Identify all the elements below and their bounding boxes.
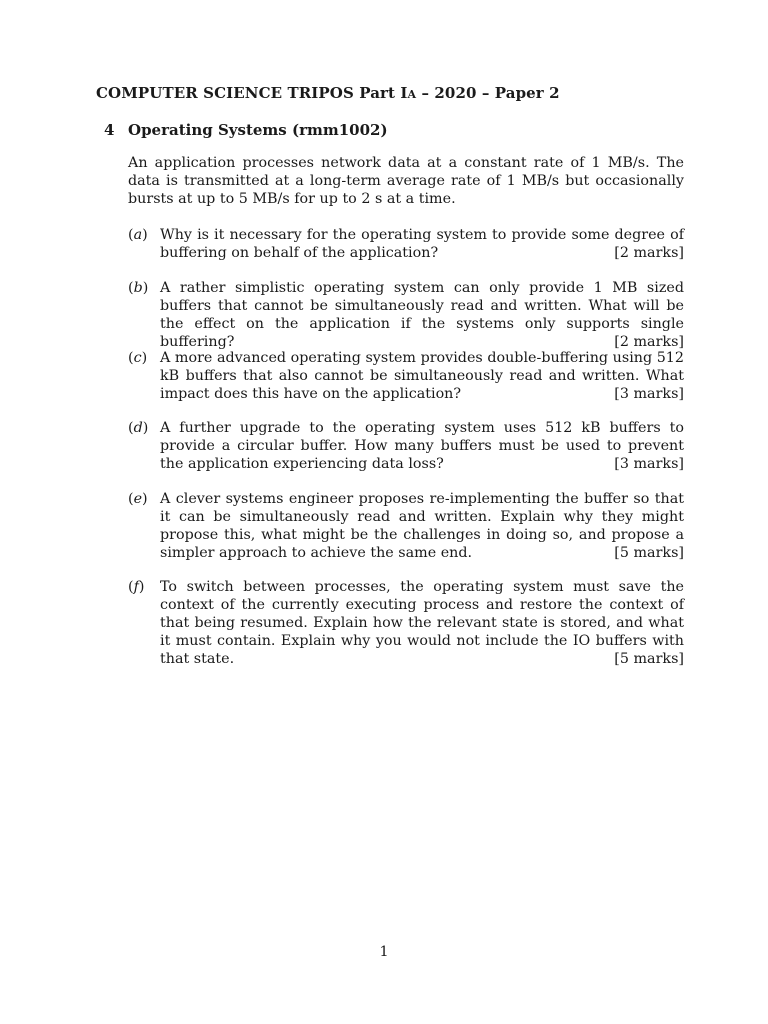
page-number: 1 [379,944,389,960]
part-label: (e) [128,491,148,507]
part-label: (f) [128,579,145,595]
part-text: Why is it necessary for the operating system to provide some degree of buffering on behalf of the application? [160,227,684,261]
part-text: A further upgrade to the operating system uses 512 kB buffers to provide a circular buffer. How many buffers must be used to prevent the application experiencing data loss? [160,420,684,472]
part-body [160,349,684,403]
part-e [128,490,684,562]
header-suffix: – 2020 – Paper 2 [416,84,560,102]
page-header [96,84,560,102]
part-text: To switch between processes, the operating system must save the context of the currently executing process and restore the context of that being resumed. Explain how the relevant state is stored, and what it must contain. Explain why you would not include the IO buffers with that state. [160,579,684,667]
part-letter: b [133,280,143,296]
part-body [160,490,684,562]
part-body [160,578,684,668]
part-marks: [2 marks] [614,334,684,350]
part-label: (c) [128,350,148,366]
part-letter: c [133,350,142,366]
part-d [128,419,684,473]
part-letter: d [133,420,143,436]
part-f [128,578,684,668]
part-letter: f [133,579,139,595]
part-b [128,279,684,351]
part-c [128,349,684,403]
question-number: 4 [104,121,115,139]
part-marks: [3 marks] [614,386,684,402]
part-label: (a) [128,227,148,243]
part-label: (d) [128,420,149,436]
part-label: (b) [128,280,149,296]
part-letter: a [133,227,143,243]
header-prefix: COMPUTER SCIENCE TRIPOS Part [96,84,401,102]
header-part: Ia [400,84,417,102]
part-marks: [3 marks] [614,456,684,472]
part-body [160,226,684,262]
part-a [128,226,684,262]
part-text: A rather simplistic operating system can only provide 1 MB sized buffers that cannot be simultaneously read and written. What will be the effect on the application if the systems only supports single buffering? [160,280,684,350]
question-heading [104,121,388,139]
part-body [160,419,684,473]
question-intro: An application processes network data at a constant rate of 1 MB/s. The data is transmitted at a long-term average rate of 1 MB/s but occasionally bursts at up to 5 MB/s for up to 2 s at a time. [128,155,684,207]
part-marks: [2 marks] [614,245,684,261]
part-text: A more advanced operating system provides double-buffering using 512 kB buffers that also cannot be simultaneously read and written. What impact does this have on the application? [160,350,684,402]
part-body [160,279,684,351]
part-letter: e [133,491,143,507]
part-marks: [5 marks] [614,651,684,667]
part-marks: [5 marks] [614,545,684,561]
question-title: Operating Systems (rmm1002) [128,121,388,139]
part-text: A clever systems engineer proposes re-implementing the buffer so that it can be simultaneously read and written. Explain why they might propose this, what might be the challenges in doing so, and propose a simpler approach to achieve the same end. [160,491,684,561]
